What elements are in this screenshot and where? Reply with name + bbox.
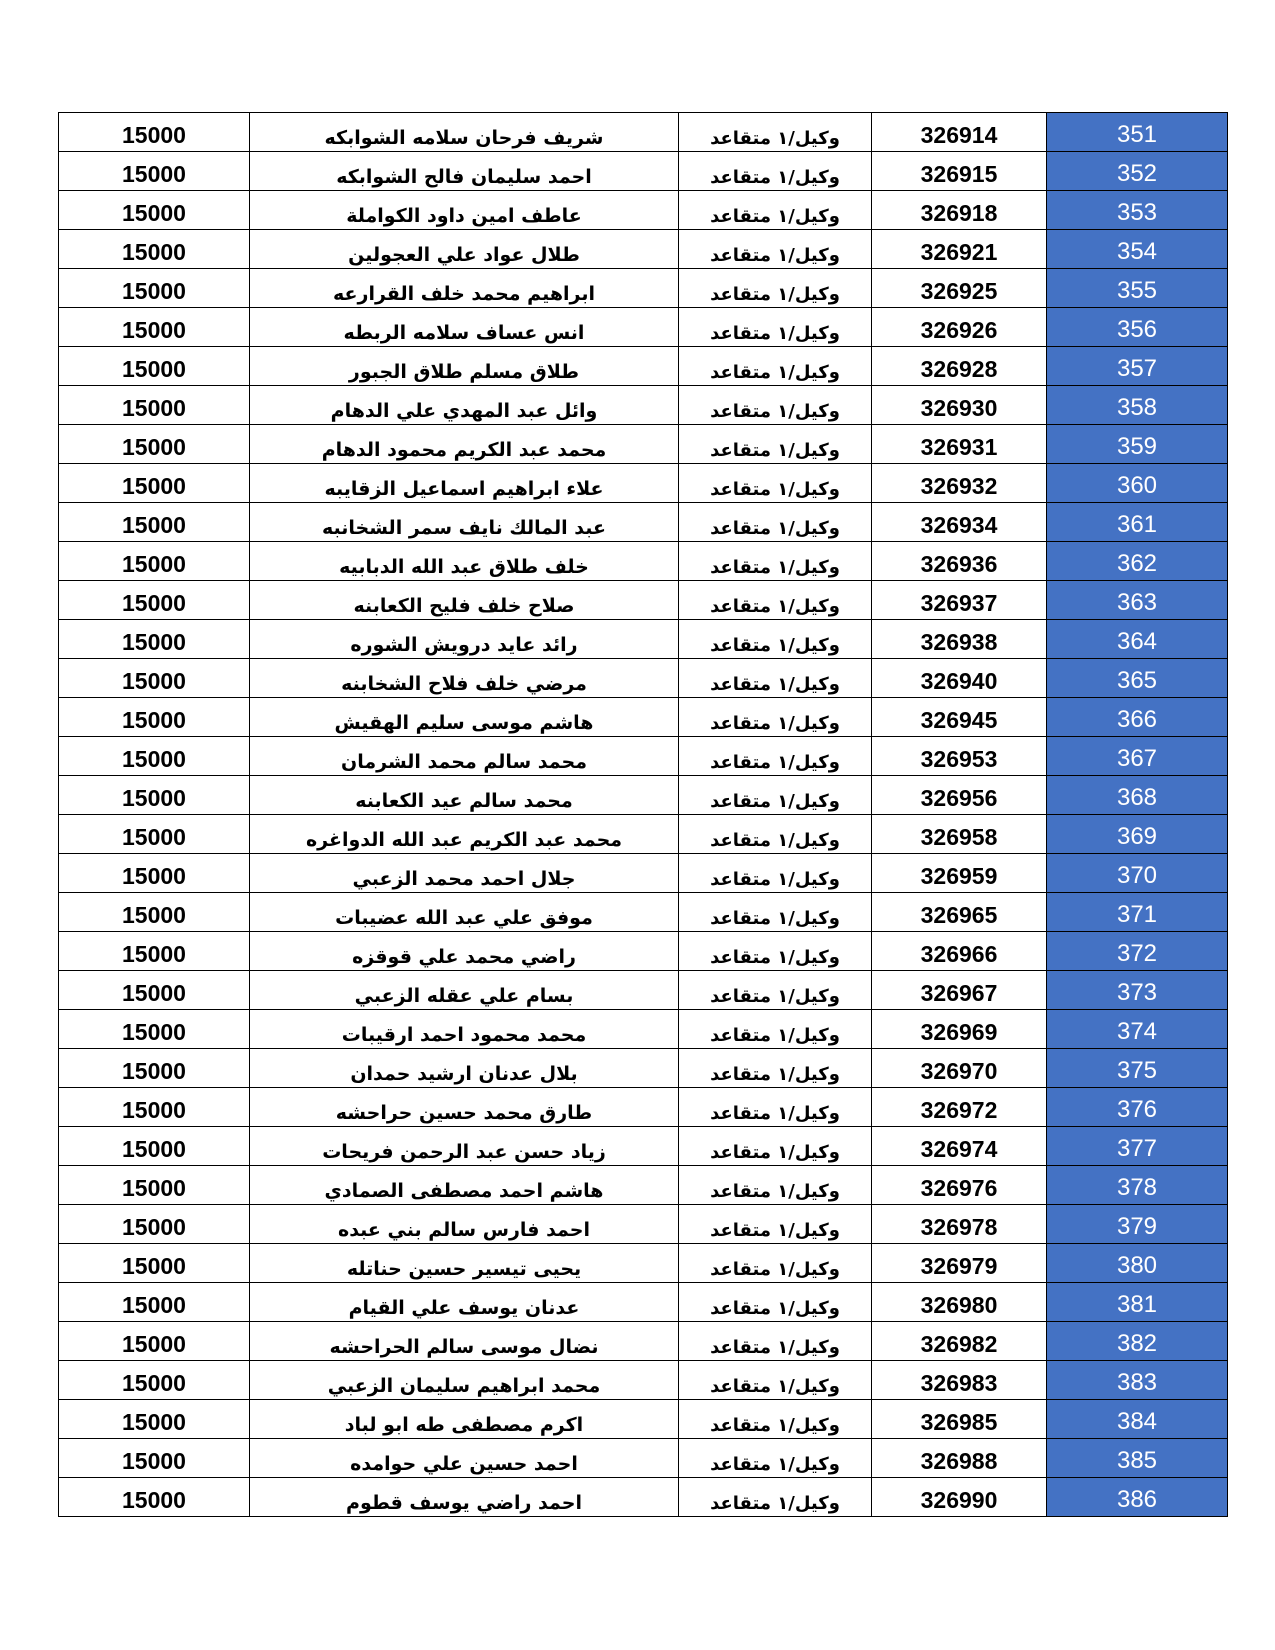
amount-cell: 15000 [59, 113, 250, 152]
name-cell: موفق علي عبد الله عضيبات [250, 893, 679, 932]
rank-cell: وكيل/١ متقاعد [679, 815, 872, 854]
name-cell: محمد عبد الكريم محمود الدهام [250, 425, 679, 464]
rank-cell: وكيل/١ متقاعد [679, 113, 872, 152]
rank-cell: وكيل/١ متقاعد [679, 425, 872, 464]
code-cell: 326930 [872, 386, 1047, 425]
table-row [59, 1205, 1228, 1244]
sequence-number-cell: 384 [1047, 1400, 1228, 1439]
amount-cell: 15000 [59, 152, 250, 191]
table-row [59, 893, 1228, 932]
amount-cell: 15000 [59, 620, 250, 659]
code-cell: 326931 [872, 425, 1047, 464]
code-cell: 326926 [872, 308, 1047, 347]
code-cell: 326974 [872, 1127, 1047, 1166]
sequence-number-cell: 377 [1047, 1127, 1228, 1166]
table-row [59, 1010, 1228, 1049]
rank-cell: وكيل/١ متقاعد [679, 854, 872, 893]
table-row [59, 1088, 1228, 1127]
code-cell: 326972 [872, 1088, 1047, 1127]
name-cell: جلال احمد محمد الزعبي [250, 854, 679, 893]
amount-cell: 15000 [59, 230, 250, 269]
name-cell: صلاح خلف فليح الكعابنه [250, 581, 679, 620]
amount-cell: 15000 [59, 1478, 250, 1517]
rank-cell: وكيل/١ متقاعد [679, 464, 872, 503]
name-cell: عاطف امين داود الكواملة [250, 191, 679, 230]
name-cell: هاشم موسى سليم الهقيش [250, 698, 679, 737]
name-cell: محمد سالم محمد الشرمان [250, 737, 679, 776]
amount-cell: 15000 [59, 425, 250, 464]
rank-cell: وكيل/١ متقاعد [679, 308, 872, 347]
rank-cell: وكيل/١ متقاعد [679, 1244, 872, 1283]
code-cell: 326966 [872, 932, 1047, 971]
rank-cell: وكيل/١ متقاعد [679, 1478, 872, 1517]
amount-cell: 15000 [59, 1361, 250, 1400]
sequence-number-cell: 378 [1047, 1166, 1228, 1205]
rank-cell: وكيل/١ متقاعد [679, 1166, 872, 1205]
rank-cell: وكيل/١ متقاعد [679, 386, 872, 425]
amount-cell: 15000 [59, 1127, 250, 1166]
table-row [59, 1049, 1228, 1088]
roster-table-body [59, 113, 1228, 1517]
rank-cell: وكيل/١ متقاعد [679, 230, 872, 269]
code-cell: 326988 [872, 1439, 1047, 1478]
code-cell: 326914 [872, 113, 1047, 152]
amount-cell: 15000 [59, 191, 250, 230]
sequence-number-cell: 383 [1047, 1361, 1228, 1400]
table-row [59, 308, 1228, 347]
rank-cell: وكيل/١ متقاعد [679, 152, 872, 191]
name-cell: طلاق مسلم طلاق الجبور [250, 347, 679, 386]
code-cell: 326934 [872, 503, 1047, 542]
code-cell: 326980 [872, 1283, 1047, 1322]
sequence-number-cell: 366 [1047, 698, 1228, 737]
sequence-number-cell: 354 [1047, 230, 1228, 269]
name-cell: احمد راضي يوسف قطوم [250, 1478, 679, 1517]
name-cell: عدنان يوسف علي القيام [250, 1283, 679, 1322]
rank-cell: وكيل/١ متقاعد [679, 659, 872, 698]
table-row [59, 854, 1228, 893]
code-cell: 326932 [872, 464, 1047, 503]
code-cell: 326936 [872, 542, 1047, 581]
name-cell: شريف فرحان سلامه الشوابكه [250, 113, 679, 152]
name-cell: زياد حسن عبد الرحمن فريحات [250, 1127, 679, 1166]
amount-cell: 15000 [59, 1049, 250, 1088]
code-cell: 326970 [872, 1049, 1047, 1088]
amount-cell: 15000 [59, 1088, 250, 1127]
sequence-number-cell: 374 [1047, 1010, 1228, 1049]
name-cell: انس عساف سلامه الربطه [250, 308, 679, 347]
table-row [59, 1439, 1228, 1478]
table-row [59, 776, 1228, 815]
sequence-number-cell: 363 [1047, 581, 1228, 620]
sequence-number-cell: 355 [1047, 269, 1228, 308]
amount-cell: 15000 [59, 1010, 250, 1049]
sequence-number-cell: 357 [1047, 347, 1228, 386]
table-row [59, 1361, 1228, 1400]
rank-cell: وكيل/١ متقاعد [679, 971, 872, 1010]
sequence-number-cell: 381 [1047, 1283, 1228, 1322]
rank-cell: وكيل/١ متقاعد [679, 1283, 872, 1322]
rank-cell: وكيل/١ متقاعد [679, 1361, 872, 1400]
name-cell: رائد عايد درويش الشوره [250, 620, 679, 659]
rank-cell: وكيل/١ متقاعد [679, 1049, 872, 1088]
amount-cell: 15000 [59, 386, 250, 425]
amount-cell: 15000 [59, 737, 250, 776]
name-cell: محمد سالم عيد الكعابنه [250, 776, 679, 815]
table-row [59, 1322, 1228, 1361]
sequence-number-cell: 365 [1047, 659, 1228, 698]
code-cell: 326958 [872, 815, 1047, 854]
amount-cell: 15000 [59, 1400, 250, 1439]
code-cell: 326967 [872, 971, 1047, 1010]
amount-cell: 15000 [59, 1205, 250, 1244]
rank-cell: وكيل/١ متقاعد [679, 347, 872, 386]
table-row [59, 737, 1228, 776]
name-cell: يحيى تيسير حسين حناتله [250, 1244, 679, 1283]
sequence-number-cell: 375 [1047, 1049, 1228, 1088]
table-row [59, 620, 1228, 659]
name-cell: راضي محمد علي قوقزه [250, 932, 679, 971]
rank-cell: وكيل/١ متقاعد [679, 503, 872, 542]
rank-cell: وكيل/١ متقاعد [679, 737, 872, 776]
table-row [59, 269, 1228, 308]
code-cell: 326940 [872, 659, 1047, 698]
code-cell: 326990 [872, 1478, 1047, 1517]
sequence-number-cell: 371 [1047, 893, 1228, 932]
table-row [59, 1166, 1228, 1205]
name-cell: محمد عبد الكريم عبد الله الدواغره [250, 815, 679, 854]
sequence-number-cell: 362 [1047, 542, 1228, 581]
sequence-number-cell: 368 [1047, 776, 1228, 815]
rank-cell: وكيل/١ متقاعد [679, 269, 872, 308]
sequence-number-cell: 367 [1047, 737, 1228, 776]
amount-cell: 15000 [59, 542, 250, 581]
name-cell: محمد ابراهيم سليمان الزعبي [250, 1361, 679, 1400]
table-row [59, 113, 1228, 152]
table-row [59, 1244, 1228, 1283]
table-row [59, 386, 1228, 425]
amount-cell: 15000 [59, 1244, 250, 1283]
sequence-number-cell: 364 [1047, 620, 1228, 659]
amount-cell: 15000 [59, 503, 250, 542]
rank-cell: وكيل/١ متقاعد [679, 1088, 872, 1127]
sequence-number-cell: 353 [1047, 191, 1228, 230]
name-cell: احمد فارس سالم بني عبده [250, 1205, 679, 1244]
rank-cell: وكيل/١ متقاعد [679, 1127, 872, 1166]
table-row [59, 581, 1228, 620]
code-cell: 326983 [872, 1361, 1047, 1400]
rank-cell: وكيل/١ متقاعد [679, 1205, 872, 1244]
amount-cell: 15000 [59, 347, 250, 386]
rank-cell: وكيل/١ متقاعد [679, 1010, 872, 1049]
name-cell: نضال موسى سالم الحراحشه [250, 1322, 679, 1361]
name-cell: هاشم احمد مصطفى الصمادي [250, 1166, 679, 1205]
code-cell: 326959 [872, 854, 1047, 893]
amount-cell: 15000 [59, 1322, 250, 1361]
rank-cell: وكيل/١ متقاعد [679, 581, 872, 620]
table-row [59, 191, 1228, 230]
name-cell: بلال عدنان ارشيد حمدان [250, 1049, 679, 1088]
sequence-number-cell: 352 [1047, 152, 1228, 191]
table-row [59, 815, 1228, 854]
sequence-number-cell: 370 [1047, 854, 1228, 893]
name-cell: بسام علي عقله الزعبي [250, 971, 679, 1010]
amount-cell: 15000 [59, 815, 250, 854]
table-row [59, 425, 1228, 464]
sequence-number-cell: 361 [1047, 503, 1228, 542]
code-cell: 326969 [872, 1010, 1047, 1049]
rank-cell: وكيل/١ متقاعد [679, 1400, 872, 1439]
name-cell: طارق محمد حسين حراحشه [250, 1088, 679, 1127]
name-cell: احمد حسين علي حوامده [250, 1439, 679, 1478]
table-row [59, 1127, 1228, 1166]
code-cell: 326956 [872, 776, 1047, 815]
sequence-number-cell: 385 [1047, 1439, 1228, 1478]
table-row [59, 152, 1228, 191]
amount-cell: 15000 [59, 308, 250, 347]
rank-cell: وكيل/١ متقاعد [679, 1322, 872, 1361]
sequence-number-cell: 351 [1047, 113, 1228, 152]
rank-cell: وكيل/١ متقاعد [679, 932, 872, 971]
table-row [59, 347, 1228, 386]
code-cell: 326978 [872, 1205, 1047, 1244]
code-cell: 326982 [872, 1322, 1047, 1361]
table-row [59, 230, 1228, 269]
code-cell: 326965 [872, 893, 1047, 932]
table-row [59, 1400, 1228, 1439]
sequence-number-cell: 382 [1047, 1322, 1228, 1361]
code-cell: 326938 [872, 620, 1047, 659]
name-cell: خلف طلاق عبد الله الدبابيه [250, 542, 679, 581]
amount-cell: 15000 [59, 581, 250, 620]
name-cell: عبد المالك نايف سمر الشخانبه [250, 503, 679, 542]
table-row [59, 1283, 1228, 1322]
code-cell: 326979 [872, 1244, 1047, 1283]
amount-cell: 15000 [59, 698, 250, 737]
code-cell: 326937 [872, 581, 1047, 620]
rank-cell: وكيل/١ متقاعد [679, 698, 872, 737]
amount-cell: 15000 [59, 1283, 250, 1322]
sequence-number-cell: 386 [1047, 1478, 1228, 1517]
name-cell: محمد محمود احمد ارقيبات [250, 1010, 679, 1049]
rank-cell: وكيل/١ متقاعد [679, 620, 872, 659]
name-cell: اكرم مصطفى طه ابو لباد [250, 1400, 679, 1439]
table-row [59, 503, 1228, 542]
amount-cell: 15000 [59, 854, 250, 893]
rank-cell: وكيل/١ متقاعد [679, 191, 872, 230]
code-cell: 326945 [872, 698, 1047, 737]
sequence-number-cell: 358 [1047, 386, 1228, 425]
code-cell: 326985 [872, 1400, 1047, 1439]
table-row [59, 464, 1228, 503]
amount-cell: 15000 [59, 932, 250, 971]
name-cell: علاء ابراهيم اسماعيل الزقايبه [250, 464, 679, 503]
sequence-number-cell: 380 [1047, 1244, 1228, 1283]
name-cell: ابراهيم محمد خلف القرارعه [250, 269, 679, 308]
name-cell: وائل عبد المهدي علي الدهام [250, 386, 679, 425]
code-cell: 326925 [872, 269, 1047, 308]
sequence-number-cell: 359 [1047, 425, 1228, 464]
sequence-number-cell: 379 [1047, 1205, 1228, 1244]
name-cell: مرضي خلف فلاح الشخابنه [250, 659, 679, 698]
code-cell: 326928 [872, 347, 1047, 386]
table-row [59, 932, 1228, 971]
sequence-number-cell: 360 [1047, 464, 1228, 503]
code-cell: 326976 [872, 1166, 1047, 1205]
roster-table [58, 112, 1228, 1517]
sequence-number-cell: 369 [1047, 815, 1228, 854]
sequence-number-cell: 376 [1047, 1088, 1228, 1127]
table-row [59, 971, 1228, 1010]
table-row [59, 698, 1228, 737]
amount-cell: 15000 [59, 659, 250, 698]
code-cell: 326921 [872, 230, 1047, 269]
sequence-number-cell: 356 [1047, 308, 1228, 347]
sequence-number-cell: 373 [1047, 971, 1228, 1010]
rank-cell: وكيل/١ متقاعد [679, 893, 872, 932]
rank-cell: وكيل/١ متقاعد [679, 776, 872, 815]
table-row [59, 659, 1228, 698]
name-cell: احمد سليمان فالح الشوابكه [250, 152, 679, 191]
table-row [59, 1478, 1228, 1517]
amount-cell: 15000 [59, 776, 250, 815]
sequence-number-cell: 372 [1047, 932, 1228, 971]
amount-cell: 15000 [59, 1166, 250, 1205]
name-cell: طلال عواد علي العجولين [250, 230, 679, 269]
amount-cell: 15000 [59, 893, 250, 932]
code-cell: 326953 [872, 737, 1047, 776]
rank-cell: وكيل/١ متقاعد [679, 542, 872, 581]
amount-cell: 15000 [59, 269, 250, 308]
rank-cell: وكيل/١ متقاعد [679, 1439, 872, 1478]
code-cell: 326915 [872, 152, 1047, 191]
code-cell: 326918 [872, 191, 1047, 230]
amount-cell: 15000 [59, 1439, 250, 1478]
amount-cell: 15000 [59, 971, 250, 1010]
amount-cell: 15000 [59, 464, 250, 503]
table-row [59, 542, 1228, 581]
